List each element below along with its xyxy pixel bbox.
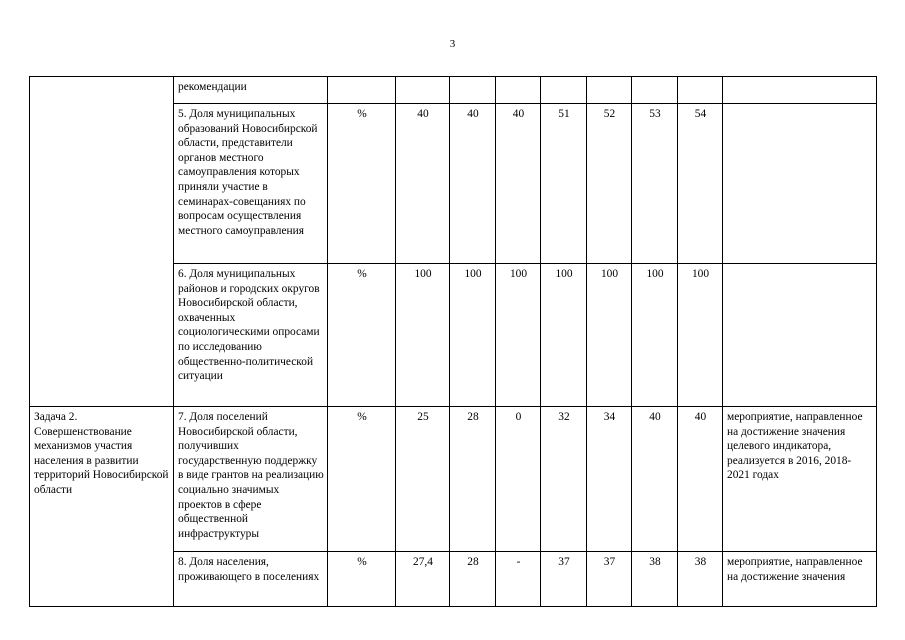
- note-cell: мероприятие, направленное на достижение значения: [723, 552, 877, 607]
- value-cell: [396, 77, 450, 104]
- value-cell: 40: [678, 407, 723, 552]
- value-cell: 40: [450, 104, 496, 264]
- note-cell: [723, 104, 877, 264]
- value-cell: 40: [396, 104, 450, 264]
- indicator-cell: 6. Доля муниципальных районов и городских округов Новосибирской области, охваченных социологическими опросами по исследованию общественно-политической ситуации: [174, 264, 328, 407]
- value-cell: 54: [678, 104, 723, 264]
- value-cell: 100: [587, 264, 632, 407]
- value-cell: 37: [587, 552, 632, 607]
- unit-cell: %: [328, 264, 396, 407]
- value-cell: 25: [396, 407, 450, 552]
- note-cell: мероприятие, направленное на достижение значения целевого индикатора, реализуется в 2016, 2018-2021 годах: [723, 407, 877, 552]
- value-cell: 100: [396, 264, 450, 407]
- value-cell: 100: [678, 264, 723, 407]
- value-cell: -: [496, 552, 541, 607]
- value-cell: 51: [541, 104, 587, 264]
- value-cell: 0: [496, 407, 541, 552]
- task-cell: [30, 77, 174, 407]
- value-cell: 27,4: [396, 552, 450, 607]
- value-cell: 34: [587, 407, 632, 552]
- page-number: 3: [449, 38, 456, 50]
- value-cell: [450, 77, 496, 104]
- value-cell: 38: [678, 552, 723, 607]
- value-cell: 52: [587, 104, 632, 264]
- value-cell: 38: [632, 552, 678, 607]
- unit-cell: [328, 77, 396, 104]
- value-cell: 40: [632, 407, 678, 552]
- value-cell: 28: [450, 552, 496, 607]
- value-cell: 37: [541, 552, 587, 607]
- value-cell: 32: [541, 407, 587, 552]
- value-cell: [678, 77, 723, 104]
- table-row: [30, 407, 877, 552]
- note-cell: [723, 77, 877, 104]
- value-cell: 100: [541, 264, 587, 407]
- unit-cell: %: [328, 407, 396, 552]
- task-cell: Задача 2. Совершенствование механизмов участия населения в развитии территорий Новосибирской области: [30, 407, 174, 607]
- value-cell: 28: [450, 407, 496, 552]
- note-cell: [723, 264, 877, 407]
- value-cell: [587, 77, 632, 104]
- value-cell: [632, 77, 678, 104]
- value-cell: 100: [450, 264, 496, 407]
- value-cell: 53: [632, 104, 678, 264]
- value-cell: 100: [496, 264, 541, 407]
- table-row: [30, 77, 877, 104]
- value-cell: 40: [496, 104, 541, 264]
- indicator-cell: 8. Доля населения, проживающего в поселениях: [174, 552, 328, 607]
- value-cell: [496, 77, 541, 104]
- indicator-cell: 5. Доля муниципальных образований Новосибирской области, представители органов местного самоуправления которых приняли участие в семинарах-совещаниях по вопросам осуществления местного самоуправления: [174, 104, 328, 264]
- indicators-table: [29, 76, 877, 607]
- indicator-cell: 7. Доля поселений Новосибирской области, получивших государственную поддержку в виде грантов на реализацию социально значимых проектов в сфере общественной инфраструктуры: [174, 407, 328, 552]
- unit-cell: %: [328, 552, 396, 607]
- indicator-cell: рекомендации: [174, 77, 328, 104]
- value-cell: [541, 77, 587, 104]
- value-cell: 100: [632, 264, 678, 407]
- unit-cell: %: [328, 104, 396, 264]
